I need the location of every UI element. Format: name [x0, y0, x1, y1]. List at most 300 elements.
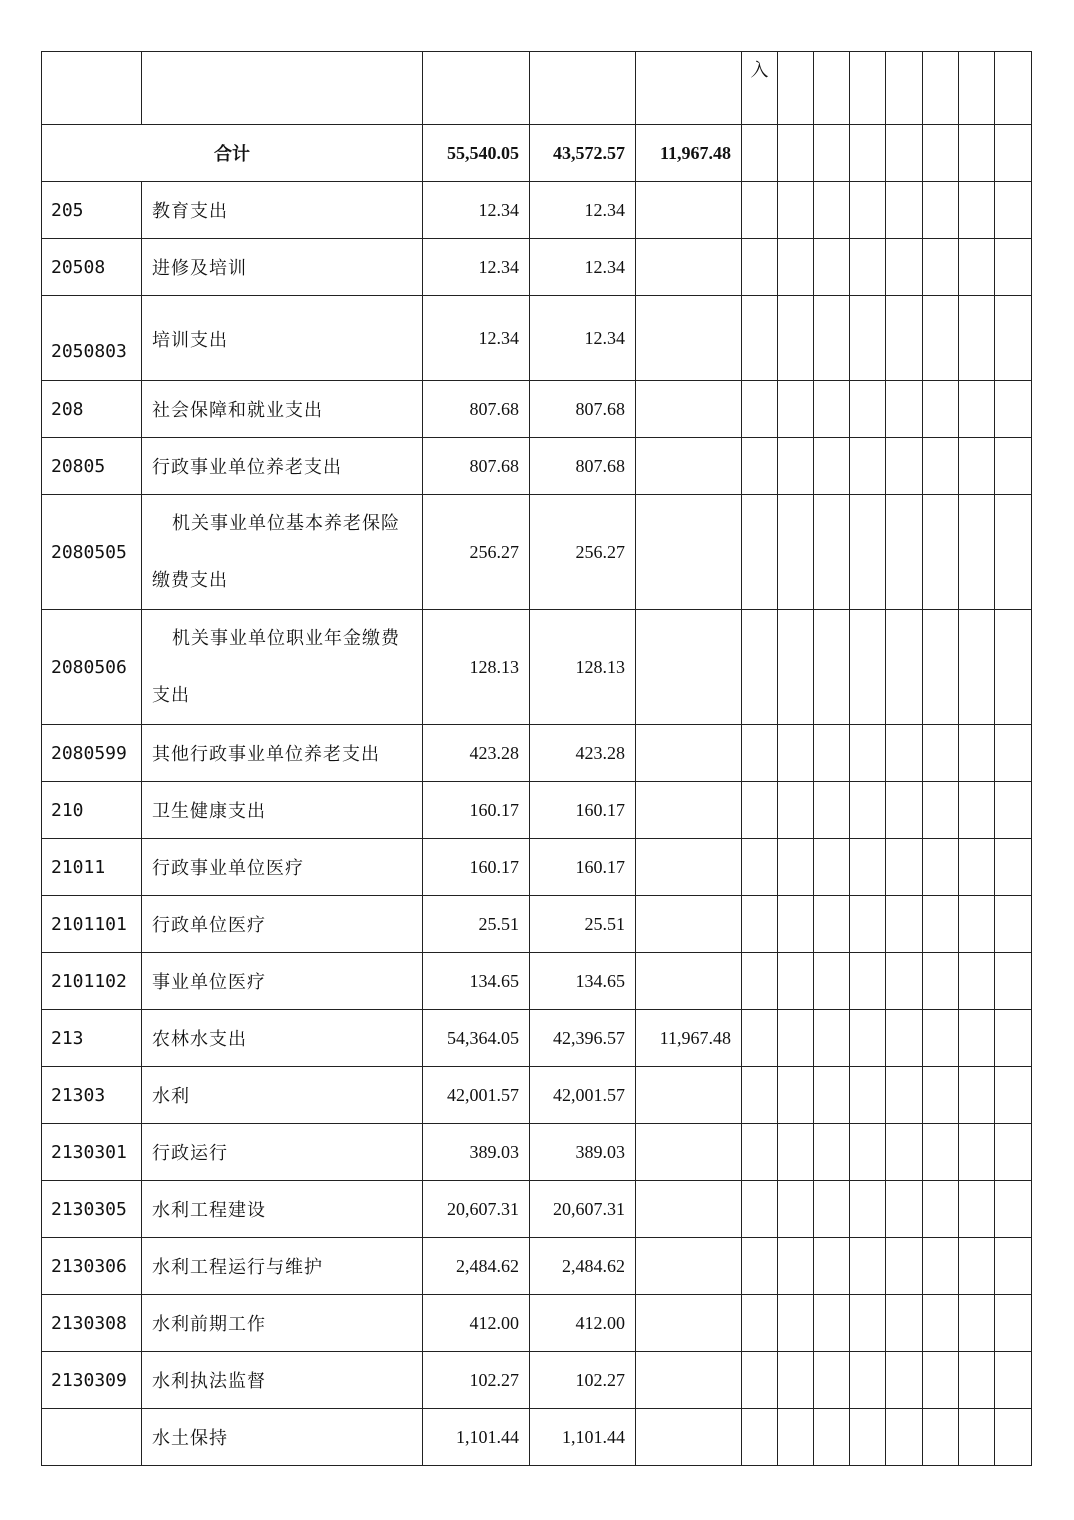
empty-cell [778, 896, 814, 953]
empty-cell [778, 438, 814, 495]
empty-cell [995, 182, 1032, 239]
empty-cell [995, 1295, 1032, 1352]
row-name: 卫生健康支出 [142, 782, 423, 839]
empty-cell [850, 839, 886, 896]
table-row [42, 1238, 1032, 1295]
empty-cell [778, 839, 814, 896]
row-value-2: 102.27 [530, 1352, 636, 1409]
table-row [42, 1352, 1032, 1409]
row-value-1: 42,001.57 [423, 1067, 530, 1124]
empty-cell [995, 1238, 1032, 1295]
empty-cell [778, 1409, 814, 1466]
row-code: 2130306 [42, 1238, 142, 1295]
empty-cell [886, 1352, 923, 1409]
row-name: 进修及培训 [142, 239, 423, 296]
empty-cell [814, 1067, 850, 1124]
empty-cell [850, 782, 886, 839]
empty-cell [886, 782, 923, 839]
row-value-1: 12.34 [423, 182, 530, 239]
empty-cell [742, 1409, 778, 1466]
empty-cell [886, 239, 923, 296]
row-code: 2130305 [42, 1181, 142, 1238]
row-name: 教育支出 [142, 182, 423, 239]
empty-cell [814, 1295, 850, 1352]
row-value-1: 134.65 [423, 953, 530, 1010]
row-name-line-2: 支出 [152, 685, 190, 706]
empty-cell [814, 896, 850, 953]
empty-cell [850, 495, 886, 610]
empty-cell [959, 1352, 995, 1409]
empty-cell [850, 125, 886, 182]
empty-cell [742, 239, 778, 296]
empty-cell [923, 1124, 959, 1181]
budget-table [41, 51, 1032, 1466]
row-value-1: 389.03 [423, 1124, 530, 1181]
empty-cell [995, 610, 1032, 725]
row-value-3: 11,967.48 [636, 1010, 742, 1067]
empty-cell [742, 1010, 778, 1067]
row-code: 21303 [42, 1067, 142, 1124]
empty-cell [923, 381, 959, 438]
empty-cell [995, 495, 1032, 610]
empty-cell [778, 1124, 814, 1181]
header-cell [142, 52, 423, 125]
empty-cell [778, 239, 814, 296]
row-value-2: 160.17 [530, 782, 636, 839]
row-value-2: 2,484.62 [530, 1238, 636, 1295]
header-cell [42, 52, 142, 125]
row-value-2: 128.13 [530, 610, 636, 725]
row-value-3 [636, 1409, 742, 1466]
empty-cell [886, 725, 923, 782]
row-name: 农林水支出 [142, 1010, 423, 1067]
empty-cell [959, 839, 995, 896]
row-value-3 [636, 1181, 742, 1238]
empty-cell [742, 725, 778, 782]
empty-cell [959, 610, 995, 725]
empty-cell [959, 725, 995, 782]
row-code: 205 [42, 182, 142, 239]
row-value-1: 20,607.31 [423, 1181, 530, 1238]
row-code: 210 [42, 782, 142, 839]
row-code: 2080599 [42, 725, 142, 782]
empty-cell [959, 1295, 995, 1352]
empty-cell [814, 610, 850, 725]
row-name-line-1: 机关事业单位基本养老保险 [172, 513, 400, 534]
empty-cell [778, 1010, 814, 1067]
empty-cell [995, 239, 1032, 296]
total-value-3: 11,967.48 [636, 125, 742, 182]
table-row [42, 1295, 1032, 1352]
empty-cell [923, 839, 959, 896]
empty-cell [959, 1409, 995, 1466]
row-code: 21011 [42, 839, 142, 896]
row-value-1: 807.68 [423, 381, 530, 438]
empty-cell [778, 1067, 814, 1124]
total-value-1: 55,540.05 [423, 125, 530, 182]
empty-cell [886, 182, 923, 239]
empty-cell [959, 296, 995, 381]
empty-cell [814, 239, 850, 296]
empty-cell [850, 1067, 886, 1124]
empty-cell [886, 296, 923, 381]
row-name: 水利 [142, 1067, 423, 1124]
row-name: 水土保持 [142, 1409, 423, 1466]
empty-cell [886, 495, 923, 610]
empty-cell [959, 1181, 995, 1238]
empty-cell [742, 296, 778, 381]
empty-cell [886, 1181, 923, 1238]
empty-cell [959, 782, 995, 839]
empty-cell [923, 438, 959, 495]
header-cell [530, 52, 636, 125]
row-name-line-2: 缴费支出 [152, 570, 228, 591]
row-value-3 [636, 725, 742, 782]
empty-cell [742, 438, 778, 495]
row-code: 20805 [42, 438, 142, 495]
empty-cell [995, 1124, 1032, 1181]
empty-cell [814, 182, 850, 239]
empty-cell [850, 1352, 886, 1409]
row-code: 2130309 [42, 1352, 142, 1409]
empty-cell [923, 1409, 959, 1466]
row-name [142, 610, 423, 725]
row-value-3 [636, 839, 742, 896]
empty-cell [742, 1295, 778, 1352]
row-name: 行政运行 [142, 1124, 423, 1181]
total-row [42, 125, 1032, 182]
row-value-2: 389.03 [530, 1124, 636, 1181]
table-row [42, 896, 1032, 953]
row-value-3 [636, 782, 742, 839]
empty-cell [995, 438, 1032, 495]
empty-cell [742, 381, 778, 438]
empty-cell [995, 896, 1032, 953]
row-value-3 [636, 953, 742, 1010]
empty-cell [778, 296, 814, 381]
empty-cell [814, 1010, 850, 1067]
row-value-2: 42,396.57 [530, 1010, 636, 1067]
table-row [42, 438, 1032, 495]
row-value-1: 423.28 [423, 725, 530, 782]
row-code: 2050803 [42, 296, 142, 381]
row-value-3 [636, 296, 742, 381]
row-value-2: 412.00 [530, 1295, 636, 1352]
total-label: 合计 [42, 125, 423, 182]
empty-cell [742, 1181, 778, 1238]
empty-cell [923, 896, 959, 953]
row-value-2: 25.51 [530, 896, 636, 953]
empty-cell [995, 725, 1032, 782]
table-row [42, 725, 1032, 782]
header-cell [850, 52, 886, 125]
row-name: 行政事业单位医疗 [142, 839, 423, 896]
empty-cell [886, 1409, 923, 1466]
row-value-3 [636, 495, 742, 610]
row-value-2: 160.17 [530, 839, 636, 896]
empty-cell [742, 896, 778, 953]
row-value-3 [636, 1124, 742, 1181]
header-cell [995, 52, 1032, 125]
empty-cell [850, 896, 886, 953]
empty-cell [923, 782, 959, 839]
empty-cell [959, 1124, 995, 1181]
table-row [42, 782, 1032, 839]
row-value-1: 1,101.44 [423, 1409, 530, 1466]
empty-cell [886, 839, 923, 896]
row-value-3 [636, 1352, 742, 1409]
empty-cell [778, 1181, 814, 1238]
empty-cell [850, 296, 886, 381]
empty-cell [886, 610, 923, 725]
empty-cell [850, 438, 886, 495]
empty-cell [742, 1238, 778, 1295]
row-name: 水利工程建设 [142, 1181, 423, 1238]
empty-cell [778, 1352, 814, 1409]
header-cell-text: 入 [742, 52, 778, 125]
empty-cell [742, 125, 778, 182]
empty-cell [959, 438, 995, 495]
empty-cell [850, 953, 886, 1010]
empty-cell [995, 839, 1032, 896]
empty-cell [778, 125, 814, 182]
row-value-1: 128.13 [423, 610, 530, 725]
empty-cell [923, 953, 959, 1010]
row-value-1: 12.34 [423, 296, 530, 381]
empty-cell [850, 1409, 886, 1466]
empty-cell [959, 1238, 995, 1295]
empty-cell [959, 1067, 995, 1124]
row-code: 208 [42, 381, 142, 438]
row-name-line-1: 机关事业单位职业年金缴费 [172, 628, 400, 649]
empty-cell [778, 782, 814, 839]
header-cell [814, 52, 850, 125]
empty-cell [850, 725, 886, 782]
header-cell [636, 52, 742, 125]
row-value-3 [636, 182, 742, 239]
empty-cell [814, 1181, 850, 1238]
row-value-1: 2,484.62 [423, 1238, 530, 1295]
row-value-2: 20,607.31 [530, 1181, 636, 1238]
empty-cell [742, 782, 778, 839]
header-cell [923, 52, 959, 125]
empty-cell [886, 1010, 923, 1067]
empty-cell [778, 495, 814, 610]
header-row [42, 52, 1032, 125]
row-code: 213 [42, 1010, 142, 1067]
empty-cell [742, 839, 778, 896]
empty-cell [778, 1238, 814, 1295]
row-code: 2130301 [42, 1124, 142, 1181]
row-value-3 [636, 438, 742, 495]
empty-cell [923, 125, 959, 182]
row-value-2: 134.65 [530, 953, 636, 1010]
row-name: 其他行政事业单位养老支出 [142, 725, 423, 782]
row-value-1: 102.27 [423, 1352, 530, 1409]
row-value-3 [636, 1295, 742, 1352]
empty-cell [742, 182, 778, 239]
row-value-2: 12.34 [530, 182, 636, 239]
row-code: 20508 [42, 239, 142, 296]
empty-cell [923, 296, 959, 381]
empty-cell [995, 1409, 1032, 1466]
empty-cell [778, 381, 814, 438]
row-name: 培训支出 [142, 296, 423, 381]
empty-cell [814, 438, 850, 495]
row-value-1: 25.51 [423, 896, 530, 953]
table-row [42, 1409, 1032, 1466]
empty-cell [742, 495, 778, 610]
empty-cell [923, 610, 959, 725]
empty-cell [814, 125, 850, 182]
header-cell [886, 52, 923, 125]
row-code: 2101102 [42, 953, 142, 1010]
empty-cell [850, 1295, 886, 1352]
row-name: 水利工程运行与维护 [142, 1238, 423, 1295]
empty-cell [995, 125, 1032, 182]
empty-cell [886, 1067, 923, 1124]
empty-cell [850, 182, 886, 239]
empty-cell [742, 1124, 778, 1181]
empty-cell [886, 438, 923, 495]
empty-cell [850, 1010, 886, 1067]
empty-cell [923, 725, 959, 782]
empty-cell [923, 1295, 959, 1352]
empty-cell [814, 495, 850, 610]
empty-cell [923, 495, 959, 610]
empty-cell [886, 381, 923, 438]
table-row [42, 610, 1032, 725]
empty-cell [742, 953, 778, 1010]
row-name: 水利前期工作 [142, 1295, 423, 1352]
row-name: 水利执法监督 [142, 1352, 423, 1409]
row-name: 行政单位医疗 [142, 896, 423, 953]
row-value-2: 12.34 [530, 296, 636, 381]
row-code: 2080506 [42, 610, 142, 725]
empty-cell [886, 1295, 923, 1352]
row-value-3 [636, 610, 742, 725]
empty-cell [923, 1352, 959, 1409]
row-value-1: 807.68 [423, 438, 530, 495]
total-value-2: 43,572.57 [530, 125, 636, 182]
row-name: 事业单位医疗 [142, 953, 423, 1010]
row-value-2: 1,101.44 [530, 1409, 636, 1466]
row-value-3 [636, 1238, 742, 1295]
table-row [42, 296, 1032, 381]
table-row [42, 495, 1032, 610]
empty-cell [814, 1352, 850, 1409]
empty-cell [886, 125, 923, 182]
empty-cell [814, 782, 850, 839]
empty-cell [850, 1238, 886, 1295]
empty-cell [995, 1067, 1032, 1124]
empty-cell [850, 239, 886, 296]
row-code [42, 1409, 142, 1466]
empty-cell [959, 1010, 995, 1067]
empty-cell [995, 782, 1032, 839]
table-row [42, 1181, 1032, 1238]
empty-cell [959, 239, 995, 296]
table-row [42, 1124, 1032, 1181]
row-value-1: 12.34 [423, 239, 530, 296]
row-code: 2080505 [42, 495, 142, 610]
empty-cell [959, 953, 995, 1010]
empty-cell [959, 896, 995, 953]
empty-cell [886, 1124, 923, 1181]
empty-cell [923, 182, 959, 239]
empty-cell [814, 381, 850, 438]
row-value-2: 42,001.57 [530, 1067, 636, 1124]
row-value-3 [636, 1067, 742, 1124]
empty-cell [923, 1010, 959, 1067]
table-row [42, 839, 1032, 896]
row-value-1: 54,364.05 [423, 1010, 530, 1067]
empty-cell [778, 610, 814, 725]
table-row [42, 381, 1032, 438]
row-value-1: 160.17 [423, 782, 530, 839]
empty-cell [995, 296, 1032, 381]
table-row [42, 953, 1032, 1010]
empty-cell [850, 1181, 886, 1238]
empty-cell [959, 495, 995, 610]
empty-cell [814, 839, 850, 896]
empty-cell [959, 381, 995, 438]
empty-cell [850, 610, 886, 725]
empty-cell [742, 610, 778, 725]
empty-cell [995, 1352, 1032, 1409]
empty-cell [814, 1124, 850, 1181]
empty-cell [778, 182, 814, 239]
empty-cell [778, 725, 814, 782]
empty-cell [886, 953, 923, 1010]
header-cell [423, 52, 530, 125]
empty-cell [923, 1067, 959, 1124]
row-value-2: 12.34 [530, 239, 636, 296]
row-value-1: 412.00 [423, 1295, 530, 1352]
row-value-2: 256.27 [530, 495, 636, 610]
row-value-2: 807.68 [530, 438, 636, 495]
row-name [142, 495, 423, 610]
empty-cell [995, 1181, 1032, 1238]
row-value-3 [636, 896, 742, 953]
empty-cell [923, 1181, 959, 1238]
header-cell [778, 52, 814, 125]
empty-cell [923, 239, 959, 296]
empty-cell [814, 296, 850, 381]
table-row [42, 239, 1032, 296]
empty-cell [814, 725, 850, 782]
row-name: 社会保障和就业支出 [142, 381, 423, 438]
row-code: 2130308 [42, 1295, 142, 1352]
table-row [42, 1067, 1032, 1124]
empty-cell [850, 1124, 886, 1181]
row-code: 2101101 [42, 896, 142, 953]
empty-cell [959, 182, 995, 239]
row-value-2: 423.28 [530, 725, 636, 782]
table-row [42, 182, 1032, 239]
empty-cell [995, 381, 1032, 438]
empty-cell [814, 1238, 850, 1295]
empty-cell [814, 1409, 850, 1466]
empty-cell [886, 1238, 923, 1295]
row-value-1: 256.27 [423, 495, 530, 610]
empty-cell [850, 381, 886, 438]
row-value-3 [636, 381, 742, 438]
empty-cell [742, 1067, 778, 1124]
empty-cell [923, 1238, 959, 1295]
table-row [42, 1010, 1032, 1067]
empty-cell [814, 953, 850, 1010]
